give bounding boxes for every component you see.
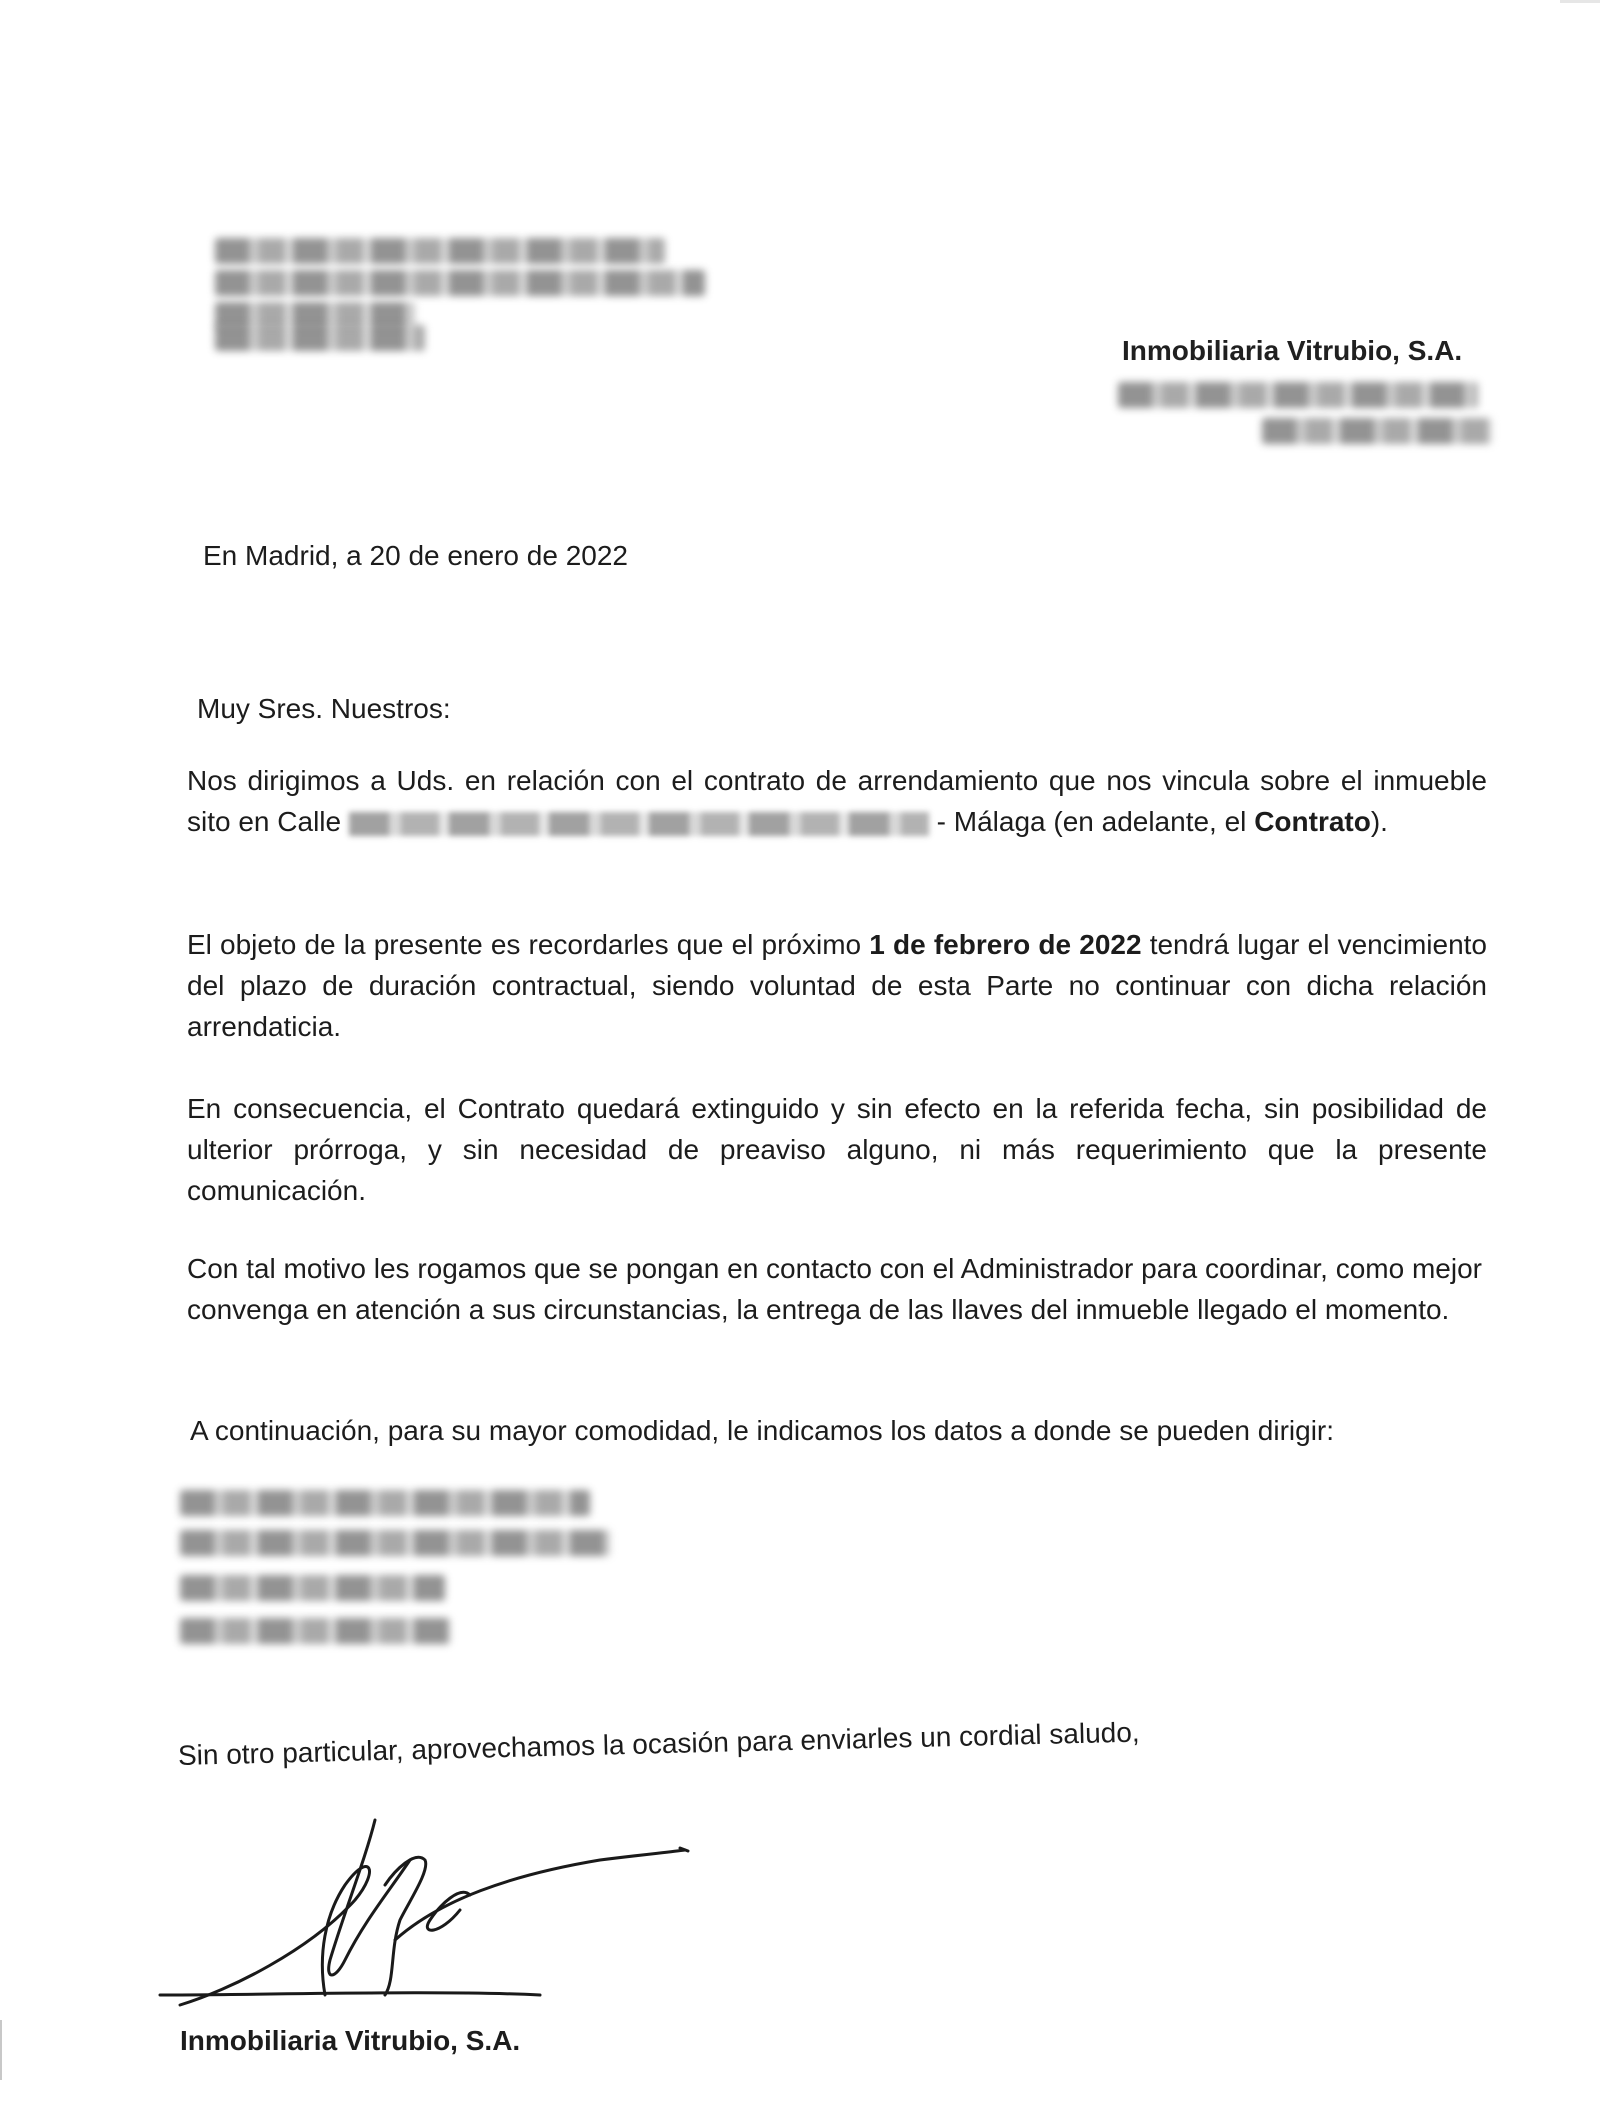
paragraph-consequence: En consecuencia, el Contrato quedará extinguido y sin efecto en la referida fecha, sin posibilidad de ulterior prórroga, y sin necesidad de preaviso alguno, ni más requerimiento que la presente comunicación. xyxy=(187,1093,1487,1206)
street-redacted xyxy=(349,812,929,836)
signatory-company: Inmobiliaria Vitrubio, S.A. xyxy=(180,2025,521,2056)
paragraph-text: El objeto de la presente es recordarles que el próximo xyxy=(187,929,862,960)
scan-artifact xyxy=(0,2020,2,2080)
scan-artifact xyxy=(1560,0,1600,3)
contract-term: Contrato xyxy=(1254,806,1371,837)
closing-line: Sin otro particular, aprovechamos la ocasión para enviarles un cordial saludo, xyxy=(177,1716,1140,1771)
paragraph-contact-intro: A continuación, para su mayor comodidad, le indicamos los datos a donde se pueden dirigir: xyxy=(190,1415,1335,1446)
paragraph-text: ). xyxy=(1370,806,1388,837)
paragraph-text: tendrá lugar el vencimiento del plazo de duración contractual, siendo voluntad de esta Parte no continuar con dicha relación arrendaticia. xyxy=(187,929,1487,1042)
paragraph-contract xyxy=(187,760,1487,842)
date-line: En Madrid, a 20 de enero de 2022 xyxy=(203,540,628,571)
paragraph-text: - Málaga (en adelante, el xyxy=(936,806,1247,837)
paragraph-keys: Con tal motivo les rogamos que se pongan en contacto con el Administrador para coordinar, como mejor convenga en atención a sus circunstancias, la entrega de las llaves del inmueble llegado el momento. xyxy=(187,1253,1482,1325)
handwritten-signature xyxy=(140,1790,740,2030)
paragraph-text: Nos dirigimos a Uds. en relación con el contrato de arrendamiento que nos vincula sobre el inmueble sito en Calle xyxy=(187,765,1487,837)
salutation: Muy Sres. Nuestros: xyxy=(197,693,451,724)
recipient-company: Inmobiliaria Vitrubio, S.A. xyxy=(1122,335,1463,366)
expiry-date: 1 de febrero de 2022 xyxy=(869,929,1142,960)
paragraph-expiry xyxy=(187,924,1487,1047)
